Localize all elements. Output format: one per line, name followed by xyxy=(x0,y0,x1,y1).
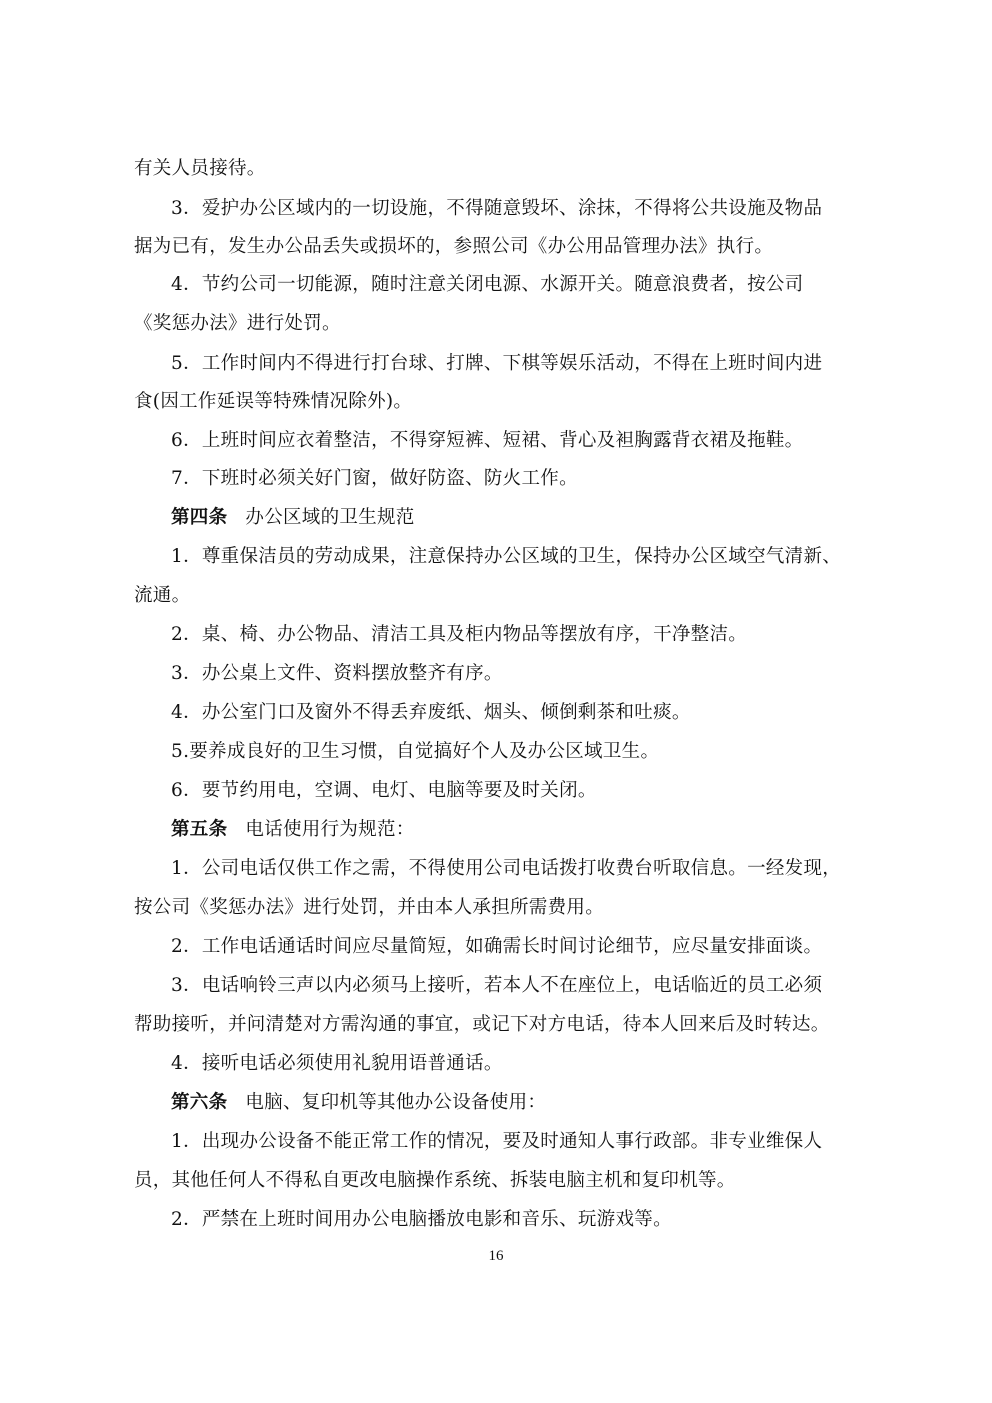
section-number: 第六条 xyxy=(171,1092,228,1113)
paragraph-line: 员，其他任何人不得私自更改电脑操作系统、拆装电脑主机和复印机等。 xyxy=(134,1170,736,1191)
section-number: 第四条 xyxy=(171,507,228,528)
paragraph-line: 有关人员接待。 xyxy=(134,158,266,179)
paragraph-line: 帮助接听，并问清楚对方需沟通的事宜，或记下对方电话，待本人回来后及时转达。 xyxy=(134,1014,830,1035)
paragraph-line: 2．工作电话通话时间应尽量简短，如确需长时间讨论细节，应尽量安排面谈。 xyxy=(171,936,823,957)
section-title: 电话使用行为规范： xyxy=(245,819,415,840)
paragraph-line: 3．爱护办公区域内的一切设施，不得随意毁坏、涂抹，不得将公共设施及物品 xyxy=(171,198,823,219)
paragraph-line: 2．严禁在上班时间用办公电脑播放电影和音乐、玩游戏等。 xyxy=(171,1209,672,1230)
paragraph-line: 6．上班时间应衣着整洁，不得穿短裤、短裙、背心及袒胸露背衣裙及拖鞋。 xyxy=(171,430,804,451)
paragraph-line: 4．办公室门口及窗外不得丢弃废纸、烟头、倾倒剩茶和吐痰。 xyxy=(171,702,691,723)
paragraph-line: 据为已有，发生办公品丢失或损坏的，参照公司《办公用品管理办法》执行。 xyxy=(134,236,774,257)
paragraph-line: 4．节约公司一切能源，随时注意关闭电源、水源开关。随意浪费者，按公司 xyxy=(171,274,804,295)
section-heading-5 xyxy=(171,818,899,842)
paragraph-line: 5.要养成良好的卫生习惯，自觉搞好个人及办公区域卫生。 xyxy=(171,741,660,762)
paragraph-line: 1．出现办公设备不能正常工作的情况，要及时通知人事行政部。非专业维保人 xyxy=(171,1131,823,1152)
paragraph-line: 按公司《奖惩办法》进行处罚，并由本人承担所需费用。 xyxy=(134,897,605,918)
paragraph-line: 7．下班时必须关好门窗，做好防盗、防火工作。 xyxy=(171,468,578,489)
paragraph-line: 3．电话响铃三声以内必须马上接听，若本人不在座位上，电话临近的员工必须 xyxy=(171,975,823,996)
page-number: 16 xyxy=(488,1248,504,1264)
paragraph-line: 3．办公桌上文件、资料摆放整齐有序。 xyxy=(171,663,503,684)
paragraph-line: 6．要节约用电，空调、电灯、电脑等要及时关闭。 xyxy=(171,780,597,801)
paragraph-line: 4．接听电话必须使用礼貌用语普通话。 xyxy=(171,1053,503,1074)
section-heading-4 xyxy=(171,506,899,530)
section-title: 办公区域的卫生规范 xyxy=(245,507,415,528)
paragraph-line: 1．尊重保洁员的劳动成果，注意保持办公区域的卫生，保持办公区域空气清新、 xyxy=(171,546,842,567)
paragraph-line: 5．工作时间内不得进行打台球、打牌、下棋等娱乐活动，不得在上班时间内进 xyxy=(171,353,823,374)
paragraph-line: 食(因工作延误等特殊情况除外)。 xyxy=(134,391,413,412)
paragraph-line: 2．桌、椅、办公物品、清洁工具及柜内物品等摆放有序，干净整洁。 xyxy=(171,624,748,645)
paragraph-line: 1．公司电话仅供工作之需，不得使用公司电话拨打收费台听取信息。一经发现， xyxy=(171,858,842,879)
section-number: 第五条 xyxy=(171,819,228,840)
paragraph-line: 《奖惩办法》进行处罚。 xyxy=(134,313,341,334)
paragraph-line: 流通。 xyxy=(134,585,191,606)
section-heading-6 xyxy=(171,1091,899,1115)
section-title: 电脑、复印机等其他办公设备使用： xyxy=(245,1092,547,1113)
